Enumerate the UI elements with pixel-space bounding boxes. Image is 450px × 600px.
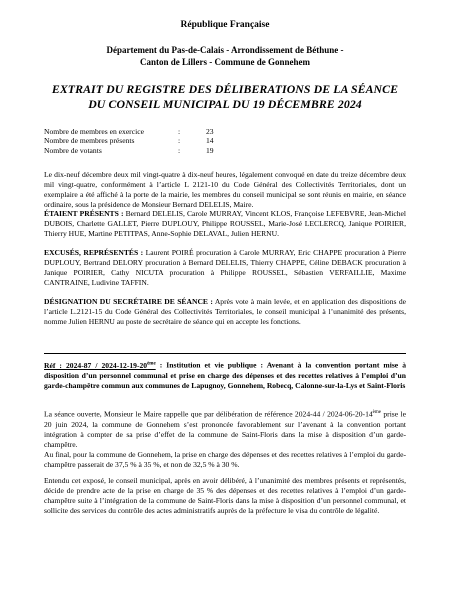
deliberation-paragraph-1 bbox=[44, 408, 406, 450]
excuses-paragraph bbox=[44, 248, 406, 288]
excuses-text: Laurent POIRÉ procuration à Carole MURRAY, Eric CHAPPE procuration à Pierre DUPLOUY, Bertrand DELORY procuration à Bernard DELELIS, Thierry CHAPPE, Céline DEBACK procuration à Janique POIRIER, Cathy NICUTA procuration à Philippe ROUSSEL, Sébastien VERFAILLIE, Maxime CANTRAINE, Ludivine TAFFIN. bbox=[44, 248, 406, 287]
document-title bbox=[40, 82, 410, 112]
count-value: 19 bbox=[206, 145, 214, 155]
presents-label: ÉTAIENT PRÉSENTS : bbox=[44, 209, 124, 218]
republic-header: République Française bbox=[180, 20, 270, 30]
count-separator: : bbox=[178, 127, 181, 136]
title-line-1: EXTRAIT DU REGISTRE DES DÉLIBERATIONS DE LA SÉANCE bbox=[51, 82, 399, 96]
count-row-votants bbox=[44, 146, 214, 155]
intro-paragraph: Le dix-neuf décembre deux mil vingt-quatre à dix-neuf heures, légalement convoqué en date du treize décembre deux mil vingt-quatre, conformément à l’article L 2121-10 du Code Général des Collectivités Territoriales, dont un exemplaire a été affiché à la porte de la mairie, les membres du conseil municipal se sont réunis en mairie, en séance ordinaire, sous la présidence de Monsieur Bernard DELELIS, Maire. bbox=[44, 170, 406, 209]
deliberation-paragraph-2: Au final, pour la commune de Gonnehem, la prise en charge des dépenses et des recettes relatives à l’emploi du garde-champêtre passerait de 37,5 % à 35 %, et non de 32,5 % à 30 %. bbox=[44, 450, 406, 469]
reference-text: Réf : 2024-87 / 2024-12-19-20 bbox=[44, 360, 148, 370]
count-row-exercice bbox=[44, 127, 214, 136]
count-value: 23 bbox=[206, 127, 214, 136]
deliberation-reference bbox=[44, 361, 156, 370]
count-label: Nombre de votants bbox=[44, 145, 102, 155]
secretary-label: DÉSIGNATION DU SECRÉTAIRE DE SÉANCE : bbox=[44, 297, 213, 306]
secretary-text: Après vote à main levée, et en application des dispositions de l’article L.2121-15 du Code Général des Collectivités Territoriales, le conseil municipal à l’unanimité des présents, nomme Julien HERNU au poste de secrétaire de séance qui en accepte les fonctions. bbox=[44, 297, 407, 326]
secretary-paragraph bbox=[44, 297, 406, 327]
department-header bbox=[60, 44, 390, 68]
deliberation-paragraph-3: Entendu cet exposé, le conseil municipal, après en avoir délibéré, à l’unanimité des membres présents et représentés, décide de prendre acte de la prise en charge de 35 % des dépenses et des recettes relatives à l’emploi d’un garde-champêtre suite à l’intégration de la commune de Saint-Floris dans la mise à disposition d’un personnel communal, et sollicite des services du contrôle des actes administratifs auprès de la préfecture le visa du contrôle de légalité. bbox=[44, 476, 406, 515]
presents-text: Bernard DELELIS, Carole MURRAY, Vincent KLOS, Françoise LEFEBVRE, Jean-Michel DUBOIS, Charlette GALLET, Pierre DUPLOUY, Philippe ROUSSEL, Marie-José LECLERCQ, Janique POIRIER, Thierry HUE, Martine PETITPAS, Anne-Sophie DELAVAL, Julien HERNU. bbox=[44, 209, 407, 238]
deliberation-subject: : Institution et vie publique : Avenant à la convention portant mise à disposition d’un personnel communal et prise en charge des dépenses et des recettes relatives à l’emploi d’un garde-champêtre commun aux communes de Lapugnoy, Gonnehem, Robecq, Calonne-sur-la-Lys et Saint-Floris bbox=[44, 360, 407, 390]
count-label: Nombre de membres présents bbox=[44, 136, 135, 146]
title-line-2: DU CONSEIL MUNICIPAL DU 19 DÉCEMBRE 2024 bbox=[88, 97, 362, 111]
excuses-label: EXCUSÉS, REPRÉSENTÉS : bbox=[44, 248, 144, 257]
p1-start: La séance ouverte, Monsieur le Maire rappelle que par délibération de référence 2024-44 / 2024-06-20-14 bbox=[44, 409, 373, 419]
count-separator: : bbox=[178, 145, 181, 155]
department-line-2: Canton de Lillers - Commune de Gonnehem bbox=[139, 57, 310, 67]
department-line-1: Département du Pas-de-Calais - Arrondissement de Béthune - bbox=[106, 45, 344, 55]
section-divider bbox=[44, 353, 406, 354]
p1-end: prise le 20 juin 2024, la commune de Gonnehem s’est prononcée favorablement sur l’avenant à la convention portant intégration à compter de sa prise d’effet de la commune de Saint-Floris dans la mise à disposition d’un garde-champêtre. bbox=[44, 409, 406, 449]
count-separator: : bbox=[178, 136, 181, 146]
member-counts bbox=[44, 127, 214, 155]
count-row-presents bbox=[44, 136, 214, 145]
count-value: 14 bbox=[206, 136, 214, 146]
count-label: Nombre de membres en exercice bbox=[44, 127, 144, 136]
presents-paragraph bbox=[44, 209, 406, 239]
p1-suffix: ème bbox=[372, 410, 381, 415]
reference-suffix: ème bbox=[147, 361, 156, 366]
deliberation-heading bbox=[44, 359, 406, 391]
